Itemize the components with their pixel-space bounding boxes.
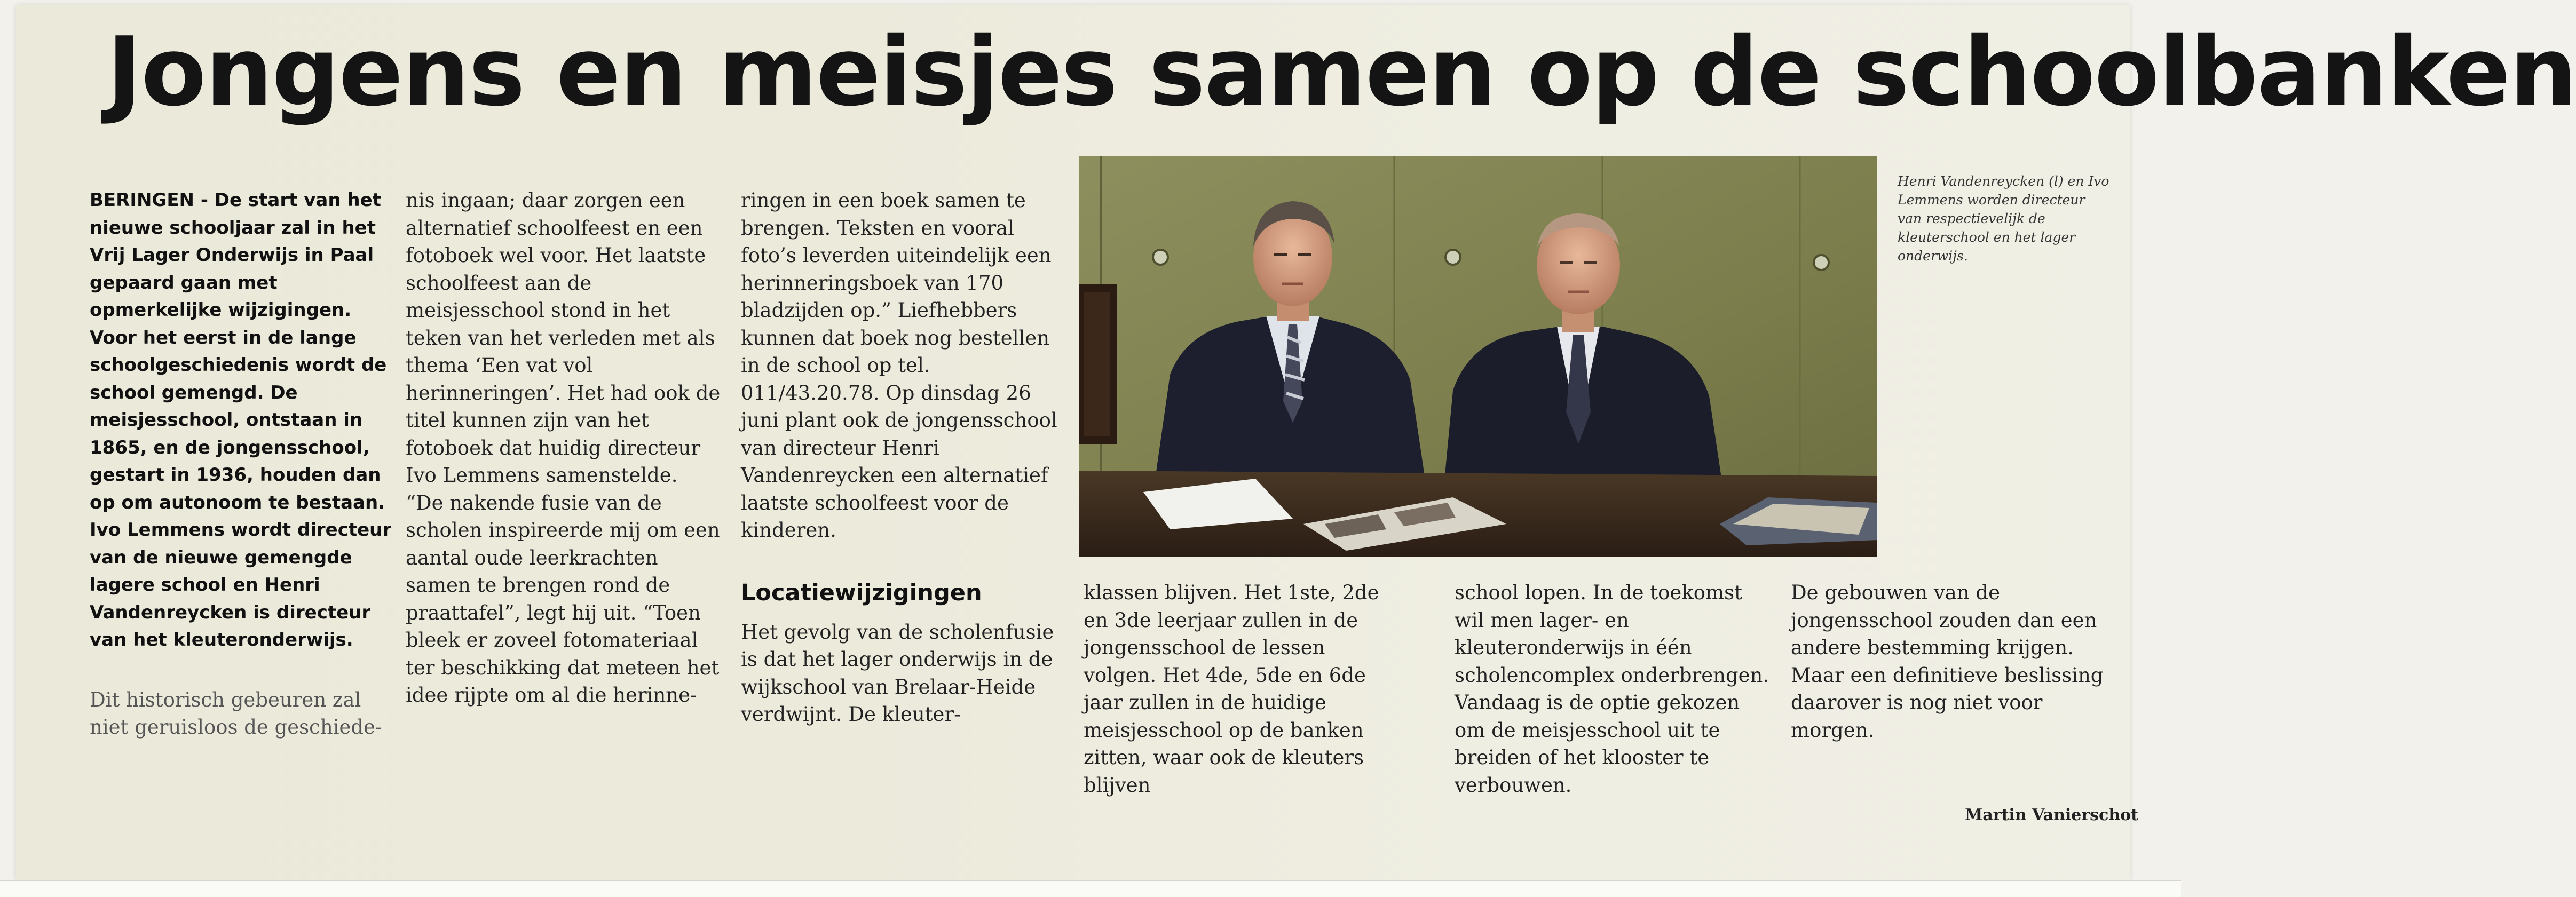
body-paragraph: nis ingaan; daar zorgen een alternatief schoolfeest en een fotoboek wel voor. Het laatste schoolfeest aan de meisjesschool stond in het teken van het verleden met als thema ‘Een vat vol herinneringen’. Het had ook de titel kunnen zijn van het fotoboek dat huidig directeur Ivo Lemmens samenstelde. “De nakende fusie van de scholen inspireerde mij om een aantal oude leerkrachten samen te brengen rond de praattafel”, legt hij uit. “Toen bleek er zoveel fotomateriaal ter beschikking dat meteen het idee rijpte om al die herinne- (406, 189, 721, 707)
column-5 (1455, 579, 1769, 799)
body-paragraph: Het gevolg van de scholenfusie is dat het lager onderwijs in de wijkschool van Brelaar-Heide verdwijnt. De kleuter- (741, 620, 1054, 726)
column-1 (90, 187, 399, 741)
page-edge (0, 880, 2181, 897)
column-4 (1084, 579, 1404, 799)
body-paragraph: De gebouwen van de jongensschool zouden dan een andere bestemming krijgen. Maar een definitieve beslissing daarover is nog niet voor morgen. (1791, 581, 2104, 742)
byline: Martin Vanierschot (1965, 806, 2138, 824)
body-paragraph: klassen blijven. Het 1ste, 2de en 3de leerjaar zullen in de jongensschool de lessen volgen. Het 4de, 5de en 6de jaar zullen in de huidige meisjesschool op de banken zitten, waar ook de kleuters blijven (1084, 581, 1379, 797)
body-paragraph: school lopen. In de toekomst wil men lager- en kleuteronderwijs in één scholencomplex onderbrengen. Vandaag is de optie gekozen om de meisjesschool uit te breiden of het klooster te verbouwen. (1455, 581, 1769, 797)
column-6 (1791, 579, 2111, 744)
photo-caption: Henri Vandenreycken (l) en Ivo Lemmens worden directeur van respectievelijk de kleuterschool en het lager onderwijs. (1898, 173, 2109, 264)
column-3 (741, 187, 1064, 728)
subheading: Locatiewijzigingen (741, 579, 982, 606)
lead-paragraph: BERINGEN - De start van het nieuwe schooljaar zal in het Vrij Lager Onderwijs in Paal gepaard gaan met opmerkelijke wijzigingen. Voor het eerst in de lange schoolgeschiedenis wordt de school gemengd. De meisjesschool, ontstaan in 1865, en de jongensschool, gestart in 1936, houden dan op om autonoom te bestaan. Ivo Lemmens wordt directeur van de nieuwe gemengde lagere school en Henri Vandenreycken is directeur van het kleuteronderwijs. (90, 189, 392, 650)
body-paragraph: Dit historisch gebeuren zal niet geruisloos de geschiede- (90, 688, 382, 739)
article-photo (1079, 156, 1877, 557)
headline: Jongens en meisjes samen op de schoolbanken (107, 17, 2576, 127)
body-paragraph: ringen in een boek samen te brengen. Teksten en vooral foto’s leverden uiteindelijk een herinneringsboek van 170 bladzijden op.” Liefhebbers kunnen dat boek nog bestellen in de school op tel. 011/43.20.78. Op dinsdag 26 juni plant ook de jongensschool van directeur Henri Vandenreycken een alternatief laatste schoolfeest voor de kinderen. (741, 189, 1057, 542)
column-2 (406, 187, 721, 709)
